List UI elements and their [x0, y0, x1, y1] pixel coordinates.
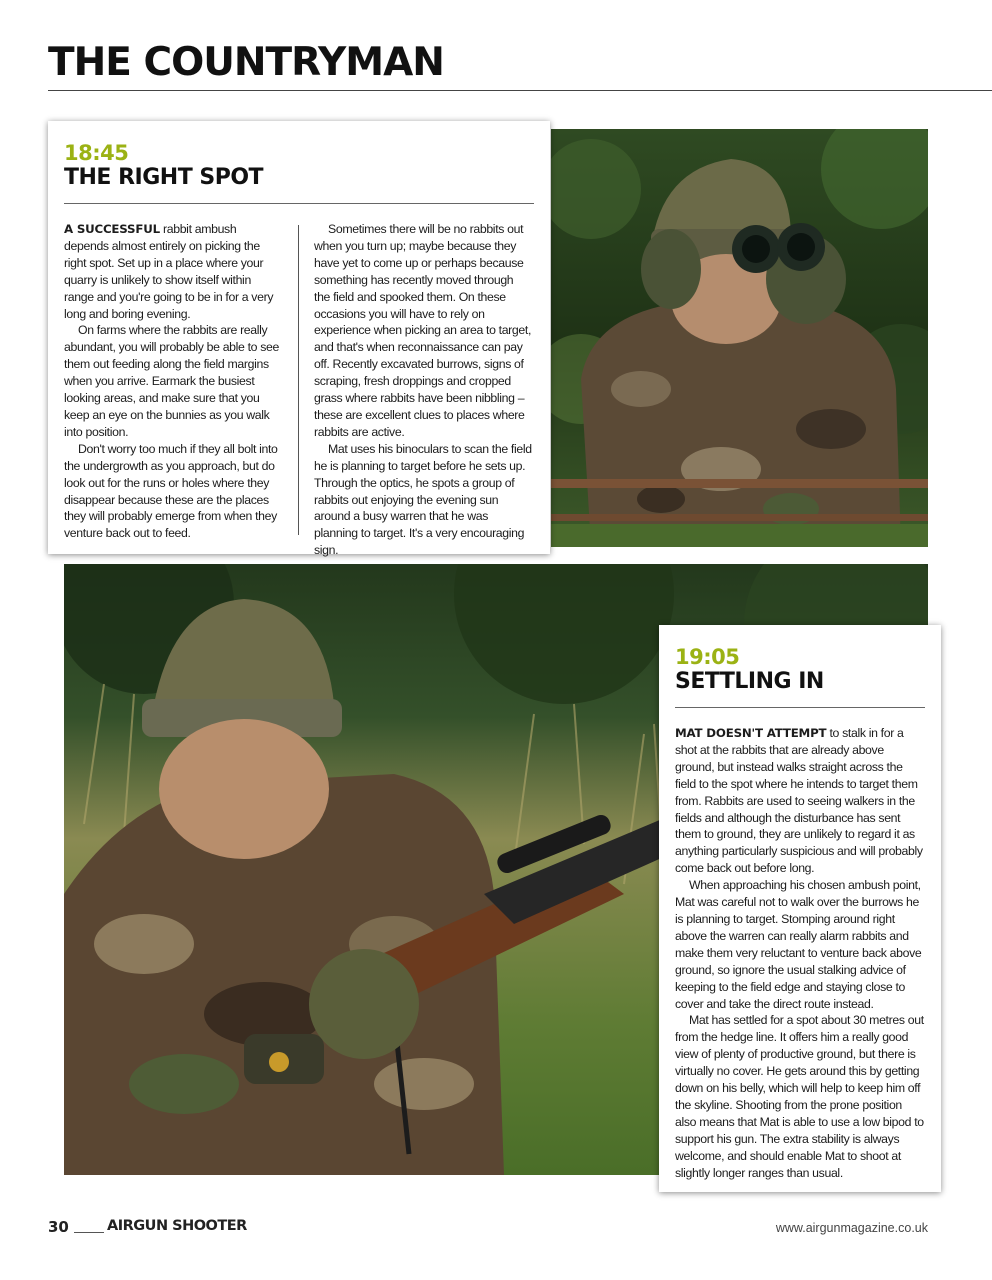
paragraph: Mat uses his binoculars to scan the field he is planning to target before he sets up. Through the optics, he spots a group of rabbits out enjoying the evening sun around a busy warren that he was planning to target. It's a very encouraging sign.	[314, 441, 532, 558]
paragraph: MAT DOESN'T ATTEMPT to stalk in for a shot at the rabbits that are already above ground, but instead walks straight across the field to the spot where he intends to target them from. Rabbits are used to seeing walkers in the fields and although the disturbance has sent them to ground, they are unlikely to regard it as anything particularly suspicious and will probably come back out before long.	[675, 726, 923, 876]
heading-divider	[675, 707, 925, 708]
left-column	[64, 221, 282, 542]
section-time: 18:45	[64, 141, 129, 165]
title-divider	[48, 90, 992, 91]
binoculars-photo	[551, 129, 928, 547]
paragraph: A SUCCESSFUL rabbit ambush depends almost entirely on picking the right spot. Set up in a place where your quarry is unlikely to show itself within range and you're going to be in for a very long and boring evening.	[64, 222, 274, 321]
paragraph: On farms where the rabbits are really abundant, you will probably be able to see them out feeding along the field margins when you arrive. Earmark the busiest looking areas, and make sure that you keep an eye on the bunnies as you walk into position.	[64, 323, 280, 439]
paragraph: When approaching his chosen ambush point, Mat was careful not to walk over the burrows he is planning to target. Stomping around right above the warren can really alarm rabbits and make them very reluctant to venture back above ground, so ignore the usual stalking advice of keeping to the field edge and staying close to cover and take the direct route instead.	[675, 878, 922, 1011]
lead-in: A SUCCESSFUL	[64, 222, 160, 236]
page-section-title: THE COUNTRYMAN	[48, 40, 444, 85]
body-column	[675, 725, 925, 1181]
paragraph: Sometimes there will be no rabbits out when you turn up; maybe because they have yet to come up or perhaps because something has recently moved through the field and spooked them. On these occasions you will have to rely on experience when picking an area to target, and that's when reconnaissance can pay off. Recently excavated burrows, signs of scraping, fresh droppings and cropped grass where rabbits have been nibbling – these are excellent clues to places where rabbits are active.	[314, 222, 532, 439]
right-spot-textbox	[48, 121, 550, 558]
section-heading: SETTLING IN	[675, 669, 824, 694]
website-url: www.airgunmagazine.co.uk	[775, 1221, 928, 1235]
page-number: 30	[48, 1218, 69, 1236]
section-time: 19:05	[675, 645, 740, 669]
paragraph: Don't worry too much if they all bolt into the undergrowth as you approach, but do look out for the runs or holes where they disappear because these are the places they will probably emerge from when they venture back out to feed.	[64, 441, 278, 541]
settling-in-textbox	[659, 625, 941, 1192]
right-column	[314, 221, 532, 559]
magazine-name: AIRGUN SHOOTER	[107, 1218, 247, 1234]
column-divider	[298, 225, 299, 535]
footer-divider	[74, 1232, 104, 1233]
lead-in: MAT DOESN'T ATTEMPT	[675, 726, 827, 740]
paragraph: Mat has settled for a spot about 30 metres out from the hedge line. It offers him a really good view of plenty of productive ground, but there is virtually no cover. He gets around this by getting down on his belly, which will help to keep him off the skyline. Shooting from the prone position also means that Mat is able to use a low bipod to support his gun. The extra stability is always welcome, and should enable Mat to shoot at slightly longer ranges than usual.	[675, 1013, 924, 1180]
section-heading: THE RIGHT SPOT	[64, 165, 264, 190]
heading-divider	[64, 203, 534, 204]
